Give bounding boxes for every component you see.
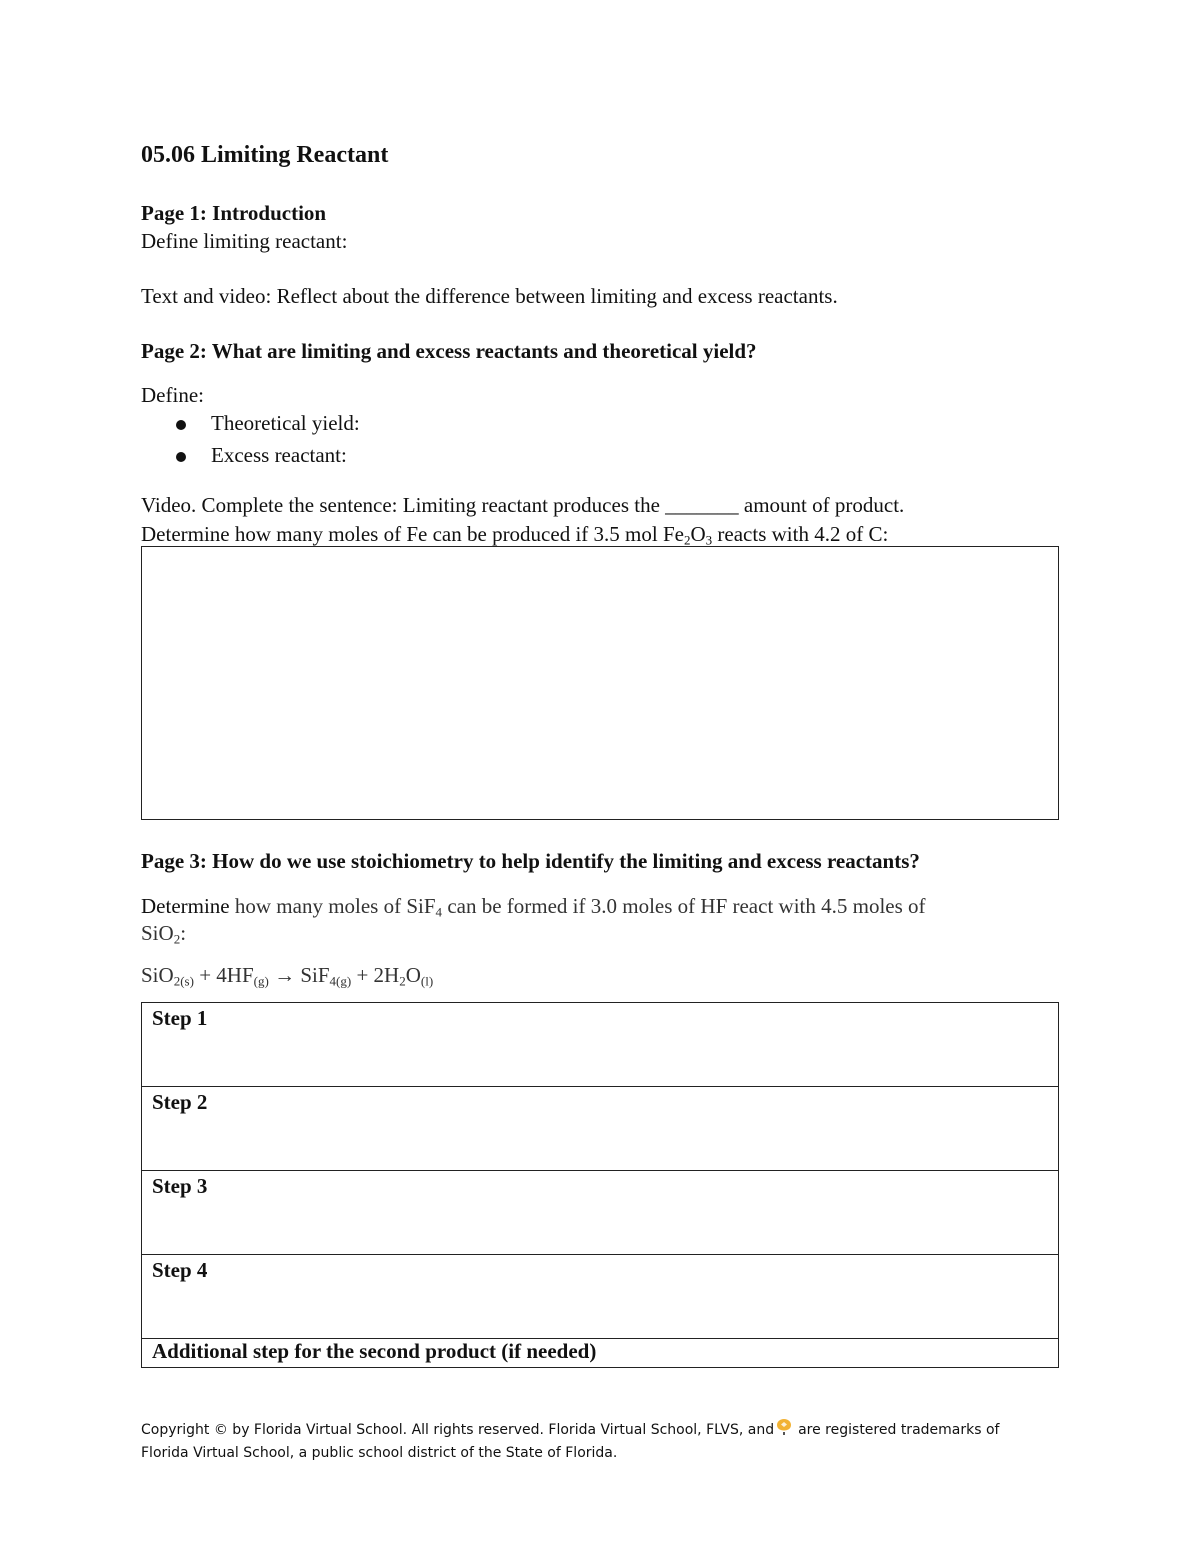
fe-answer-box[interactable] [141, 546, 1059, 820]
additional-step-cell[interactable]: Additional step for the second product (if needed) [142, 1339, 1059, 1368]
steps-table [141, 1002, 1059, 1368]
page3-heading: Page 3: How do we use stoichiometry to help identify the limiting and excess reactants? [141, 849, 920, 873]
document-title: 05.06 Limiting Reactant [141, 142, 389, 168]
page2-heading: Page 2: What are limiting and excess reactants and theoretical yield? [141, 339, 757, 363]
flvs-logo-icon [776, 1418, 792, 1436]
bullet-text: Excess reactant: [211, 443, 347, 467]
step-1-cell[interactable]: Step 1 [142, 1003, 1059, 1087]
trademark-text: are registered trademarks of [798, 1422, 1000, 1438]
list-item [141, 444, 741, 476]
table-row [142, 1171, 1059, 1255]
fe-question: Determine how many moles of Fe can be produced if 3.5 mol $Fe_2O_3$ reacts with 4.2 of C: [141, 522, 889, 548]
page1-heading: Page 1: Introduction [141, 201, 327, 225]
page2-define-label: Define: [141, 383, 204, 407]
district-text: Florida Virtual School, a public school district of the State of Florida. [141, 1445, 618, 1461]
chemical-equation: $SiO_{2(s)} + 4HF_{(g)} \to SiF_{4(g)} + 2H_2O_{(l)}$ [141, 963, 434, 989]
step-2-cell[interactable]: Step 2 [142, 1087, 1059, 1171]
table-row [142, 1339, 1059, 1368]
table-row [142, 1087, 1059, 1171]
sif4-question-line2: SiO$_2$: [141, 921, 187, 947]
page1-define-prompt: Define limiting reactant: [141, 229, 348, 253]
bullet-icon [176, 452, 186, 462]
video-sentence-prompt: Video. Complete the sentence: Limiting reactant produces the _______ amount of product. [141, 493, 905, 517]
copyright-text: Copyright © by Florida Virtual School. All rights reserved. Florida Virtual School, FLVS, and [141, 1422, 775, 1438]
step-4-cell[interactable]: Step 4 [142, 1255, 1059, 1339]
list-item [141, 412, 741, 444]
copyright-footer [141, 1418, 1041, 1465]
bullet-text: Theoretical yield: [211, 411, 360, 435]
table-row [142, 1003, 1059, 1087]
bullet-icon [176, 420, 186, 430]
definition-list [141, 412, 741, 476]
table-row [142, 1255, 1059, 1339]
page1-reflect-prompt: Text and video: Reflect about the difference between limiting and excess reactants. [141, 284, 838, 308]
sif4-question-line1: Determine how many moles of SiF$_4$ can be formed if 3.0 moles of HF react with 4.5 moles of [141, 894, 926, 920]
step-3-cell[interactable]: Step 3 [142, 1171, 1059, 1255]
